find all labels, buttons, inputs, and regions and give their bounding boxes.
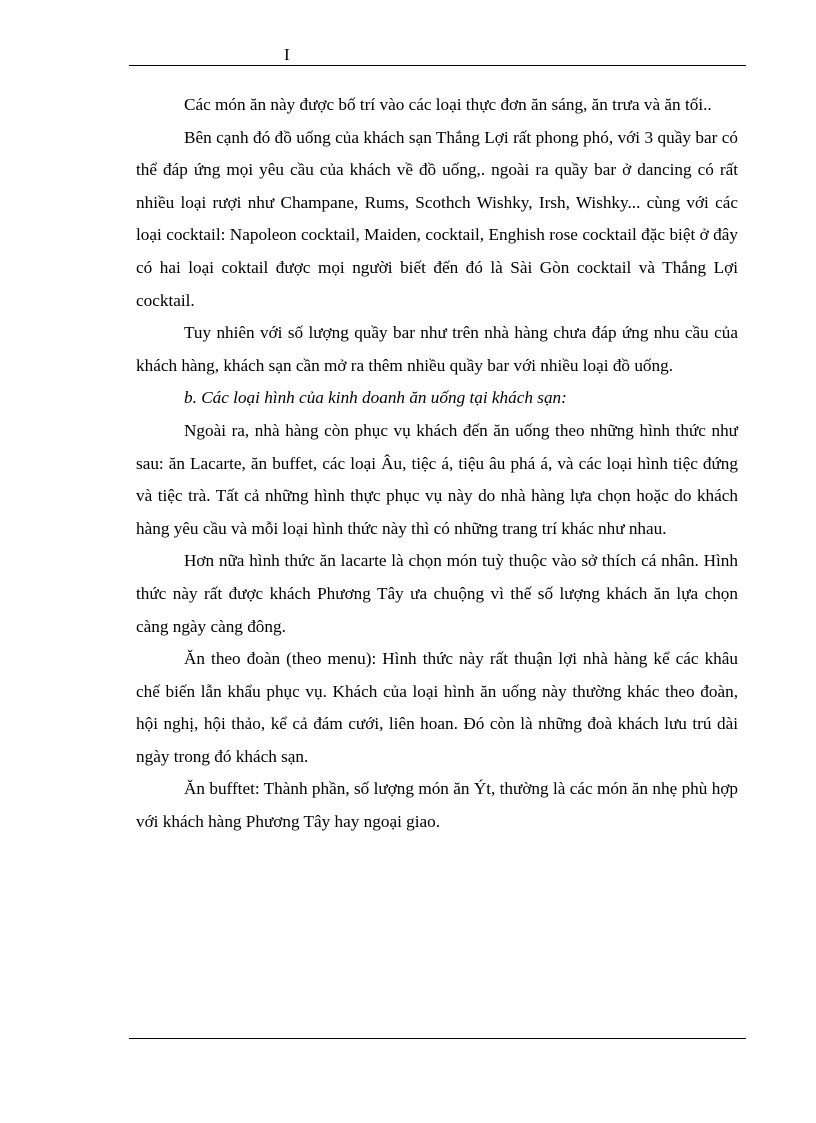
body-text <box>136 89 738 839</box>
paragraph-service-types: Ngoài ra, nhà hàng còn phục vụ khách đến ăn uống theo những hình thức như sau: ăn Lacarte, ăn buffet, các loại Âu, tiệc á, tiệu âu phá á, và các loại hình tiệc đứng và tiệc trà. Tất cả những hình thực phục vụ này do nhà hàng lựa chọn hoặc do khách hàng yêu cầu và mỗi loại hình thức này thì có những trang trí khác như nhau. <box>136 420 738 538</box>
header-rule <box>129 65 746 66</box>
paragraph-meals: Các món ăn này được bố trí vào các loại thực đơn ăn sáng, ăn trưa và ăn tối.. <box>184 95 712 114</box>
section-heading: b. Các loại hình của kinh doanh ăn uống tại khách sạn: <box>184 388 567 408</box>
page-number: I <box>284 45 290 64</box>
paragraph-lacarte: Hơn nữa hình thức ăn lacarte là chọn món tuỳ thuộc vào sở thích cá nhân. Hình thức này rất được khách Phương Tây ưa chuộng vì thế số lượng khách ăn lựa chọn càng ngày càng đông. <box>136 551 738 636</box>
footer-rule <box>129 1038 746 1039</box>
paragraph-bar-capacity: Tuy nhiên với số lượng quầy bar như trên nhà hàng chưa đáp ứng nhu cầu của khách hàng, khách sạn cần mở ra thêm nhiều quầy bar với nhiều loại đồ uống. <box>136 323 738 375</box>
paragraph-buffet: Ăn bufftet: Thành phần, số lượng món ăn Ýt, thường là các món ăn nhẹ phù hợp với khách hàng Phương Tây hay ngoại giao. <box>136 779 738 832</box>
paragraph-group-menu: Ăn theo đoàn (theo menu): Hình thức này rất thuận lợi nhà hàng kể các khâu chế biến lẫn khẩu phục vụ. Khách của loại hình ăn uống này thường khác theo đoàn, hội nghị, hội thảo, kể cả đám cưới, liên hoan. Đó còn là những đoà khách lưu trú dài ngày trong đó khách sạn. <box>136 649 738 766</box>
paragraph-drinks: Bên cạnh đó đồ uống của khách sạn Thắng Lợi rất phong phó, với 3 quầy bar có thể đáp ứng mọi yêu cầu của khách về đồ uống,. ngoài ra quầy bar ở dancing có rất nhiều loại rượi như Champane, Rums, Scothch Wishky, Irsh, Wishky... cùng với các loại cocktail: Napoleon cocktail, Maiden, cocktail, Enghish rose cocktail đặc biệt ở đây có hai loại coktail được mọi người biết đến đó là Sài Gòn cocktail và Thắng Lợi cocktail. <box>136 127 738 310</box>
